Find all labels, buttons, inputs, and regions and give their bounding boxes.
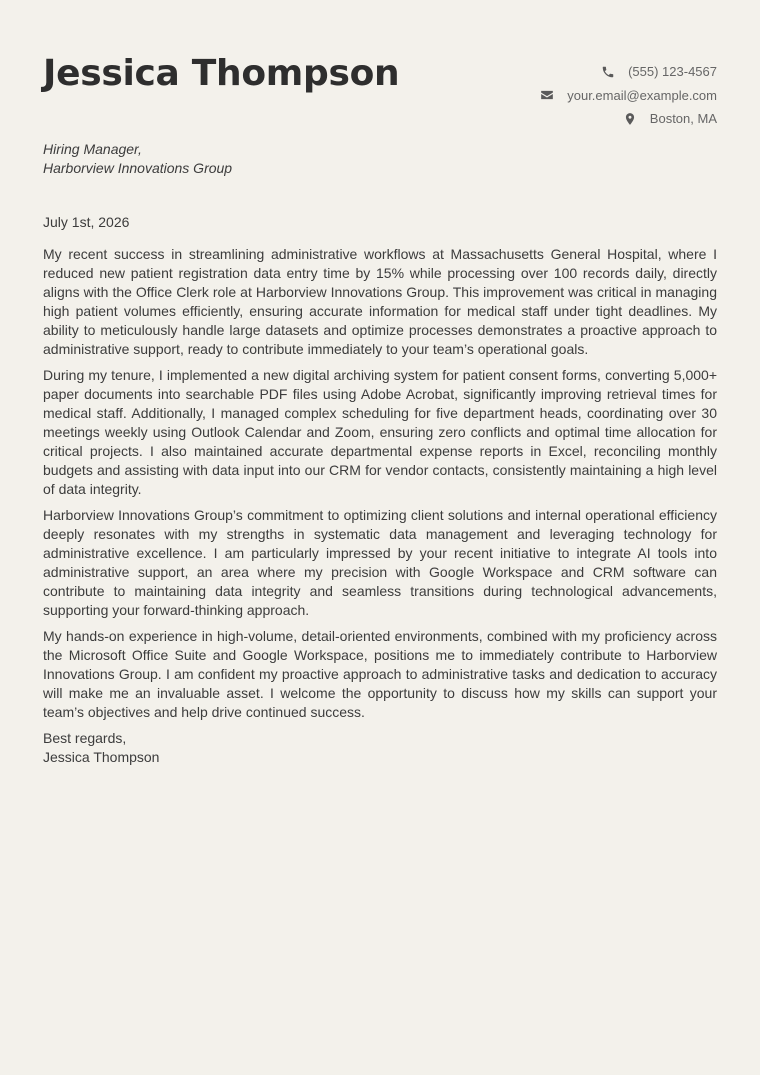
body-paragraph: During my tenure, I implemented a new digital archiving system for patient consent forms, converting 5,000+ paper documents into searchable PDF files using Adobe Acrobat, significantly improving retrieval times for medical staff. Additionally, I managed complex scheduling for five department heads, coordinating over 30 meetings weekly using Outlook Calendar and Zoom, ensuring zero conflicts and optimal time allocation for critical projects. I also maintained accurate departmental expense reports in Excel, reconciling monthly budgets and assisting with data input into our CRM for vendor contacts, consistently maintaining a high level of data integrity. <box>43 367 717 497</box>
recipient-title: Hiring Manager, <box>43 141 142 157</box>
phone-number: (555) 123-4567 <box>628 64 717 80</box>
applicant-name: Jessica Thompson <box>43 53 400 94</box>
recipient-block <box>43 140 717 178</box>
letter-closing <box>43 729 717 767</box>
closing-salutation: Best regards, <box>43 730 127 746</box>
letter-date: July 1st, 2026 <box>43 214 130 230</box>
envelope-icon <box>540 88 554 102</box>
body-paragraph: My hands-on experience in high-volume, detail-oriented environments, combined with my proficiency across the Microsoft Office Suite and Google Workspace, positions me to immediately contribute to Harborview Innovations Group. I am confident my proactive approach to administrative tasks and dedication to accuracy will make me an invaluable asset. I welcome the opportunity to discuss how my skills can support your team’s objectives and help drive continued success. <box>43 628 717 720</box>
letter-header <box>43 48 717 140</box>
closing-signature: Jessica Thompson <box>43 749 160 765</box>
contact-email <box>540 84 717 108</box>
email-address: your.email@example.com <box>567 87 717 103</box>
body-paragraph: Harborview Innovations Group’s commitment to optimizing client solutions and internal operational efficiency deeply resonates with my strengths in systematic data management and leveraging technology for administrative excellence. I am particularly impressed by your recent initiative to integrate AI tools into administrative support, an area where my precision with Google Workspace and CRM software can contribute to maintaining data integrity and seamless transitions during technological advancements, supporting your forward-thinking approach. <box>43 507 717 618</box>
phone-icon <box>601 65 615 79</box>
letter-body <box>43 245 717 722</box>
location-text: Boston, MA <box>649 111 717 127</box>
contact-phone <box>540 60 717 84</box>
body-paragraph: My recent success in streamlining administrative workflows at Massachusetts General Hospital, where I reduced new patient registration data entry time by 15% while processing over 100 records daily, directly aligns with the Office Clerk role at Harborview Innovations Group. This improvement was critical in managing high patient volumes efficiently, ensuring accurate information for medical staff under tight deadlines. My ability to meticulously handle large datasets and optimize processes demonstrates a proactive approach to administrative support, ready to contribute immediately to your team’s operational goals. <box>43 246 717 357</box>
contact-location <box>540 107 717 131</box>
contact-info <box>540 60 717 131</box>
recipient-company: Harborview Innovations Group <box>43 160 233 176</box>
map-pin-icon <box>623 112 637 126</box>
